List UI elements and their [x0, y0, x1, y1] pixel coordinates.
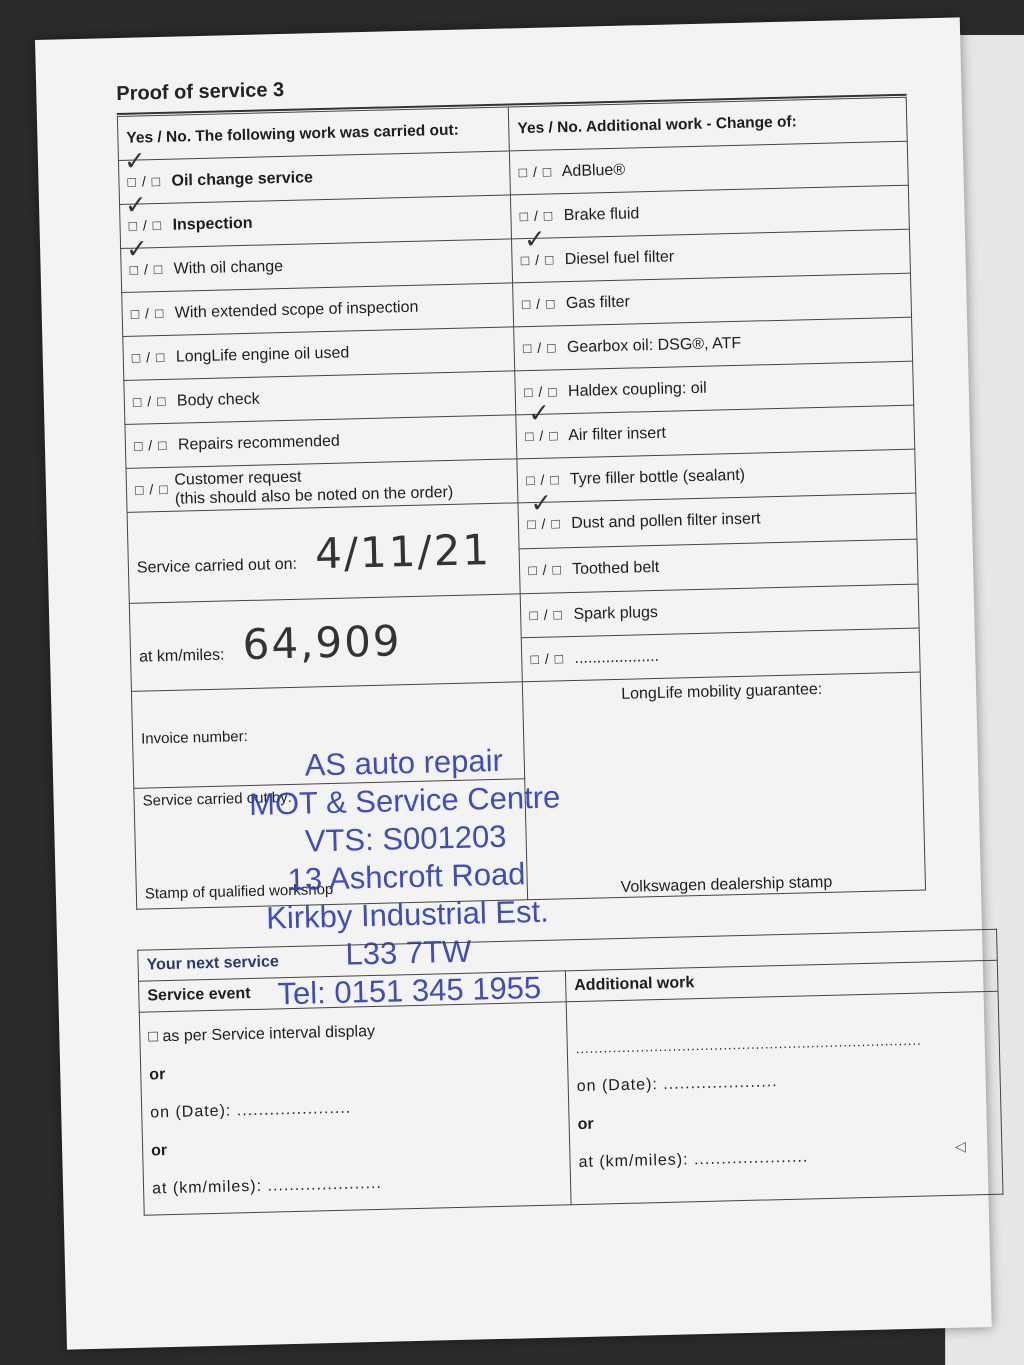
- checkmark-icon: ✓: [124, 189, 148, 220]
- longlife-label: LongLife mobility guarantee:: [621, 680, 823, 703]
- service-booklet-page: [35, 17, 992, 1349]
- yes-no-checkbox[interactable]: □ / □: [525, 470, 560, 488]
- yes-no-checkbox[interactable]: □ / □: [523, 382, 558, 400]
- left-column-header: Yes / No. The following work was carried out:: [117, 107, 509, 161]
- yes-no-checkbox[interactable]: □ / □: [518, 162, 553, 180]
- service-date-handwritten: 4/11/21: [314, 524, 492, 578]
- next-service-title: Your next service: [138, 929, 998, 981]
- additional-work-cell: [566, 991, 1003, 1204]
- left-item-label: LongLife engine oil used: [175, 343, 350, 366]
- service-by-label: Service carried out by:: [142, 788, 293, 810]
- yes-no-checkbox[interactable]: □ / □: [528, 561, 563, 578]
- service-event-cell: [139, 1002, 571, 1215]
- checkmark-icon: ✓: [527, 397, 551, 429]
- left-item-label: Body check: [176, 390, 260, 410]
- customer-request-layout: [135, 463, 454, 509]
- stamp-label: Stamp of qualified workshop: [144, 880, 334, 903]
- additional-dotted-line[interactable]: ...........................................................................: [575, 1032, 922, 1057]
- at-km-field[interactable]: at (km/miles): .....................: [151, 1174, 383, 1198]
- stamp-line: Kirkby Industrial Est.: [265, 893, 550, 936]
- next-service-table: [137, 929, 1003, 1216]
- right-item-label: Tyre filler bottle (sealant): [569, 466, 746, 488]
- left-item-label: With oil change: [173, 257, 284, 278]
- yes-no-checkbox[interactable]: □ / □: [131, 348, 166, 366]
- yes-no-checkbox[interactable]: □ / □: [134, 480, 169, 498]
- or-label: or: [149, 1066, 166, 1084]
- service-date-cell: [127, 503, 520, 604]
- stamp-line: Tel: 0151 345 1955: [277, 969, 542, 1011]
- customer-request-text-cell: [174, 463, 453, 508]
- checkmark-icon: ✓: [530, 487, 553, 519]
- right-item-label: Air filter insert: [567, 424, 667, 444]
- checkmark-icon: ✓: [125, 233, 149, 264]
- right-item-label: AdBlue®: [561, 161, 626, 180]
- left-item-label: Oil change service: [171, 168, 314, 190]
- customer-request-label: Customer request: [174, 468, 302, 489]
- right-item-label: Gearbox oil: DSG®, ATF: [566, 334, 742, 356]
- mileage-label: at km/miles:: [138, 646, 225, 666]
- yes-no-checkbox[interactable]: □ / □: [520, 250, 555, 268]
- yes-no-checkbox[interactable]: □ / □: [527, 515, 561, 533]
- yes-no-checkbox[interactable]: □ / □: [129, 260, 164, 278]
- service-event-header: Service event: [139, 971, 567, 1012]
- checkmark-icon: ✓: [523, 223, 547, 255]
- invoice-label: Invoice number:: [140, 727, 249, 748]
- stamp-line: L33 7TW: [345, 933, 472, 972]
- right-item-label: Toothed belt: [571, 558, 660, 578]
- stamp-line: VTS: S001203: [304, 818, 507, 859]
- on-date-field[interactable]: on (Date): .....................: [150, 1099, 352, 1122]
- customer-request-checkbox-cell: [135, 470, 176, 509]
- right-item-label: Gas filter: [565, 293, 631, 312]
- right-item-label: Diesel fuel filter: [564, 247, 675, 268]
- yes-no-checkbox[interactable]: □ / □: [128, 216, 163, 234]
- yes-no-checkbox[interactable]: □ / □: [521, 294, 556, 312]
- on-date-field[interactable]: on (Date): .....................: [576, 1073, 778, 1096]
- yes-no-checkbox[interactable]: □ / □: [524, 426, 559, 444]
- right-column-header: Yes / No. Additional work - Change of:: [509, 97, 908, 151]
- yes-no-checkbox[interactable]: □ / □: [522, 338, 557, 356]
- customer-request-note: (this should also be noted on the order): [174, 483, 454, 508]
- yes-no-checkbox[interactable]: □ / □: [529, 605, 564, 623]
- mileage-cell: [129, 594, 522, 692]
- right-item-label: Haldex coupling: oil: [567, 379, 707, 400]
- stamp-line: AS auto repair: [304, 742, 504, 783]
- left-item-label: With extended scope of inspection: [174, 298, 419, 322]
- dealer-stamp-label: Volkswagen dealership stamp: [620, 873, 833, 896]
- or-label: or: [150, 1142, 168, 1160]
- mileage-handwritten: 64,909: [242, 616, 403, 670]
- service-date-label: Service carried out on:: [136, 555, 298, 577]
- left-item-label: Inspection: [172, 214, 253, 234]
- right-item-label: Brake fluid: [563, 204, 640, 224]
- right-item-label: Spark plugs: [573, 603, 659, 623]
- checkmark-icon: ✓: [123, 145, 147, 176]
- stamp-line: 13 Ashcroft Road: [287, 855, 526, 897]
- left-item-label: Repairs recommended: [177, 432, 340, 454]
- interval-option[interactable]: □ as per Service interval display: [148, 1022, 376, 1046]
- yes-no-checkbox[interactable]: □ / □: [519, 206, 554, 224]
- triangle-marker-icon: ◁: [955, 1138, 966, 1154]
- stamp-line: MOT & Service Centre: [248, 778, 561, 822]
- right-item-label: ...................: [574, 647, 660, 667]
- page-title: Proof of service 3: [116, 78, 285, 106]
- or-label: or: [577, 1115, 594, 1134]
- yes-no-checkbox[interactable]: □ / □: [133, 436, 168, 454]
- yes-no-checkbox[interactable]: □ / □: [530, 649, 565, 667]
- yes-no-checkbox[interactable]: □ / □: [132, 392, 167, 410]
- yes-no-checkbox[interactable]: □ / □: [127, 172, 162, 190]
- at-km-field[interactable]: at (km/miles): .....................: [578, 1148, 809, 1172]
- yes-no-checkbox[interactable]: □ / □: [130, 304, 165, 322]
- right-item-label: Dust and pollen filter insert: [571, 510, 761, 533]
- additional-work-header: Additional work: [565, 960, 998, 1002]
